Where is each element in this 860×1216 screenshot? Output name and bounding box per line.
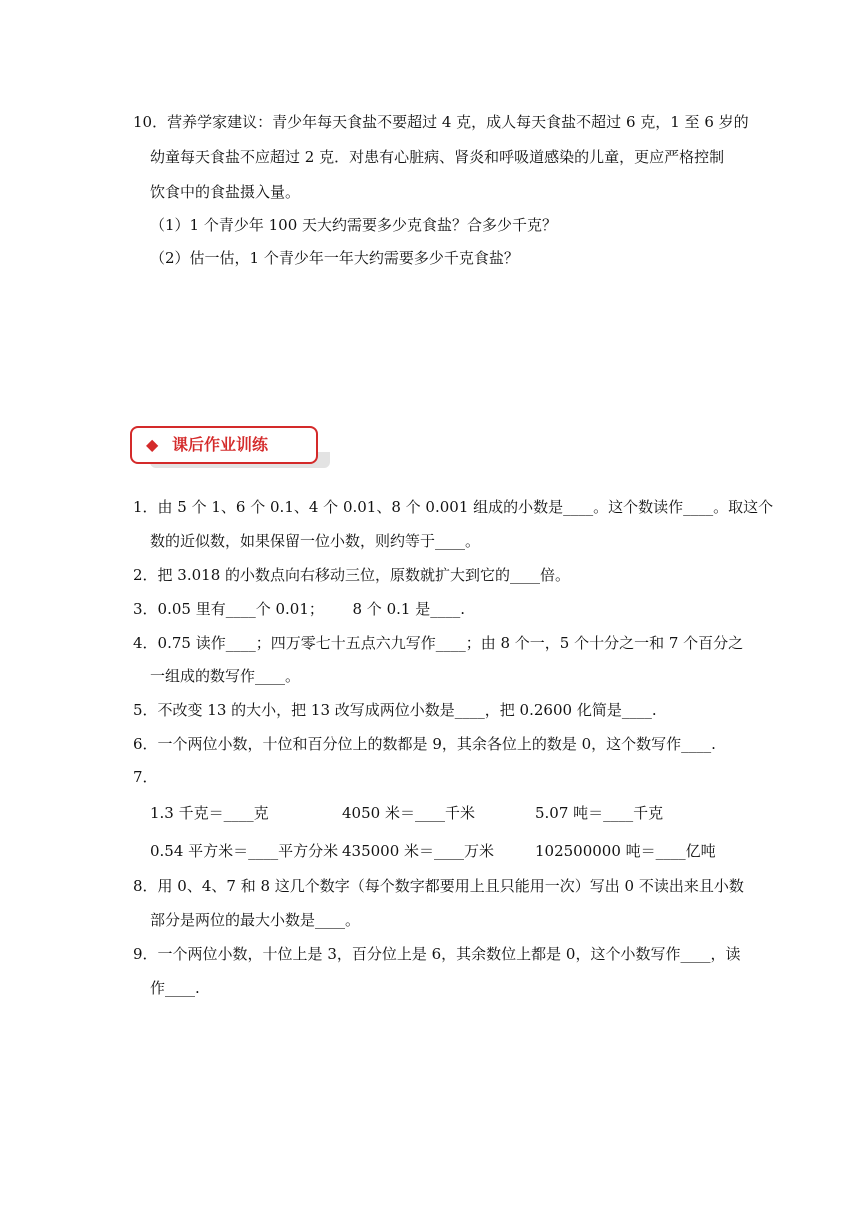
homework-q9-line-2: 作____.	[150, 979, 200, 997]
homework-q4-line-1: 4．0.75 读作____；四万零七十五点六九写作____；由 8 个一，5 个十分之一和 7 个百分之	[133, 634, 744, 652]
q7-row2-col2: 435000 米＝____万米	[342, 842, 495, 860]
homework-q4-line-2: 一组成的数写作____。	[150, 667, 301, 685]
homework-q2: 2．把 3.018 的小数点向右移动三位，原数就扩大到它的____倍。	[133, 566, 571, 584]
banner-box	[130, 426, 318, 464]
question-10-line-2: 幼童每天食盐不应超过 2 克．对患有心脏病、肾炎和呼吸道感染的儿童，更应严格控制	[150, 148, 725, 166]
homework-q1-line-1: 1．由 5 个 1、6 个 0.1、4 个 0.01、8 个 0.001 组成的小数是____。这个数读作____。取这个	[133, 498, 774, 516]
question-10-line-3: 饮食中的食盐摄入量。	[150, 183, 301, 201]
q7-row1-col3: 5.07 吨＝____千克	[535, 804, 664, 822]
homework-q3: 3．0.05 里有____个 0.01； 8 个 0.1 是____.	[133, 600, 465, 618]
q7-row2-col3: 102500000 吨＝____亿吨	[535, 842, 716, 860]
homework-q9-line-1: 9．一个两位小数，十位上是 3，百分位上是 6，其余数位上都是 0，这个小数写作____，读	[133, 945, 741, 963]
question-10-part-2: （2）估一估，1 个青少年一年大约需要多少千克食盐？	[150, 249, 519, 267]
q7-row1-col1: 1.3 千克＝____克	[150, 804, 269, 822]
q7-row2-col1: 0.54 平方米＝____平方分米	[150, 842, 339, 860]
homework-q5: 5．不改变 13 的大小，把 13 改写成两位小数是____，把 0.2600 化简是____.	[133, 701, 657, 719]
homework-q1-line-2: 数的近似数，如果保留一位小数，则约等于____。	[150, 532, 481, 550]
homework-q6: 6．一个两位小数，十位和百分位上的数都是 9，其余各位上的数是 0，这个数写作____.	[133, 735, 716, 753]
homework-q7-label: 7．	[133, 768, 158, 786]
q7-row1-col2: 4050 米＝____千米	[342, 804, 475, 822]
section-title: 课后作业训练	[172, 435, 269, 454]
homework-q8-line-1: 8．用 0、4、7 和 8 这几个数字（每个数字都要用上且只能用一次）写出 0 不读出来且小数	[133, 877, 744, 895]
question-10-part-1: （1）1 个青少年 100 天大约需要多少克食盐？合多少千克？	[150, 216, 558, 234]
diamond-icon: ◆	[146, 435, 159, 454]
homework-q8-line-2: 部分是两位的最大小数是____。	[150, 911, 361, 929]
question-10-line-1: 10．营养学家建议：青少年每天食盐不要超过 4 克，成人每天食盐不超过 6 克，1 至 6 岁的	[133, 113, 749, 131]
